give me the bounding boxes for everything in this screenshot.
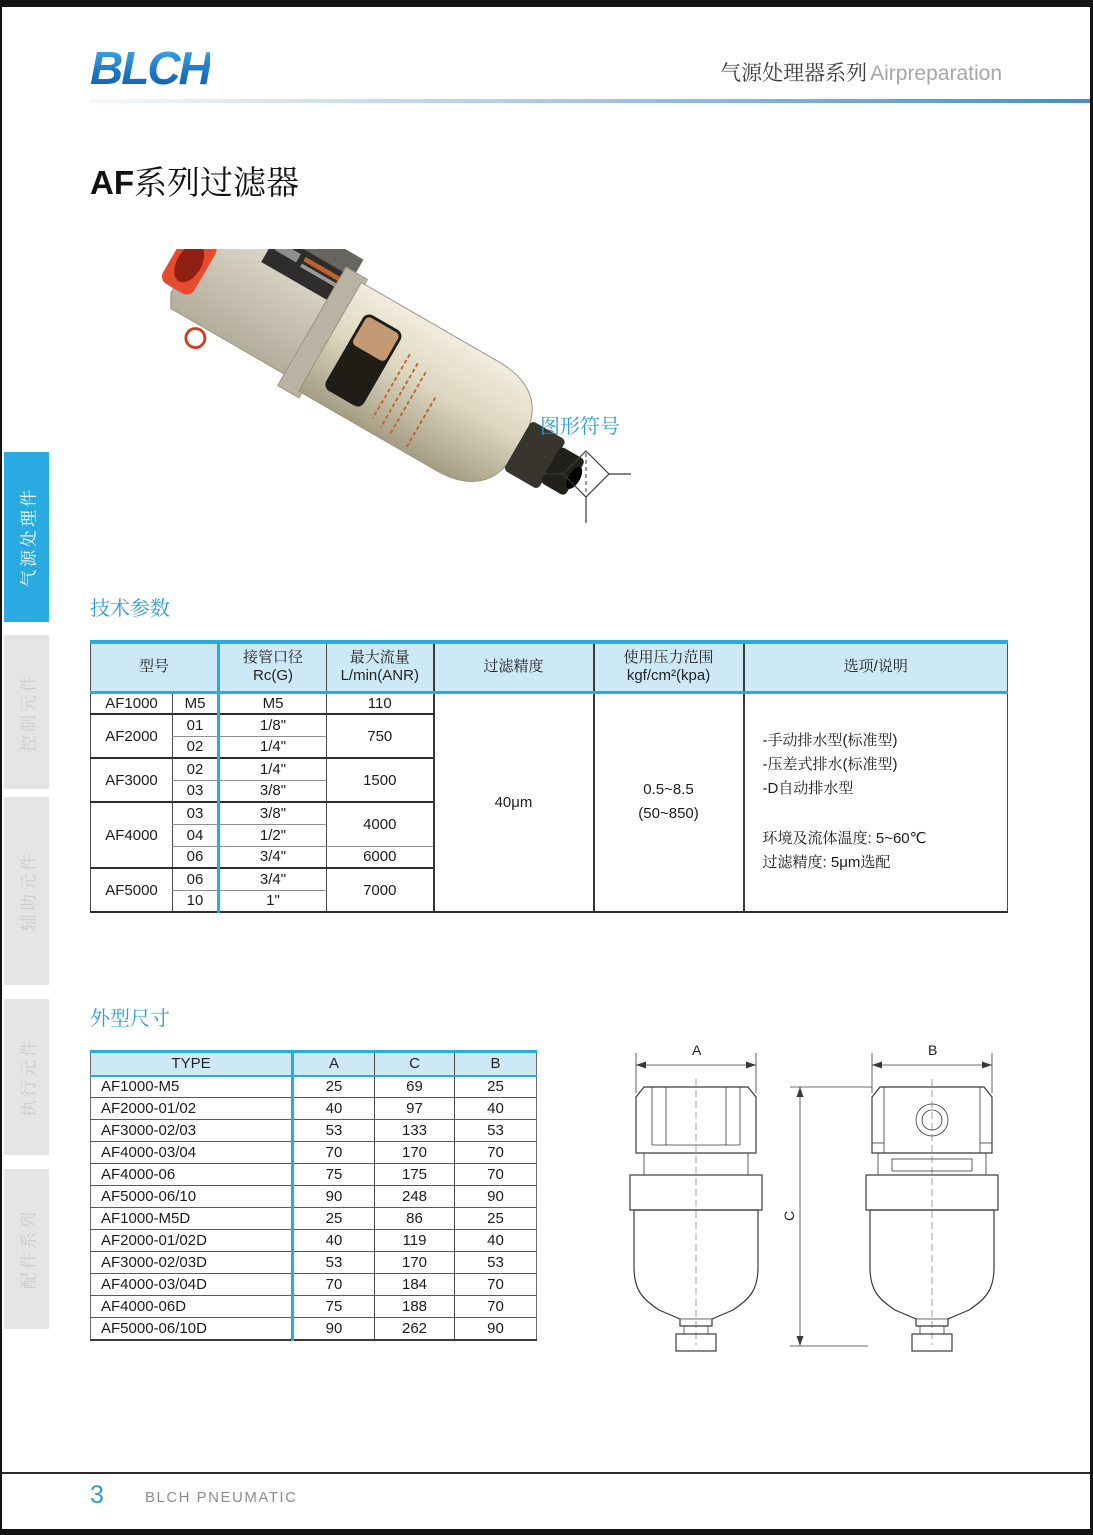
dim-value-cell: 188 (375, 1296, 455, 1318)
dim-value-cell: 86 (375, 1208, 455, 1230)
footer-divider (2, 1472, 1090, 1474)
table-row (91, 1098, 537, 1120)
col-header-type: TYPE (91, 1052, 293, 1076)
dim-type-cell: AF4000-06 (91, 1164, 293, 1186)
filtration-cell: 40μm (434, 692, 594, 912)
dim-value-cell: 90 (293, 1318, 375, 1340)
dim-value-cell: 40 (293, 1098, 375, 1120)
dim-type-cell: AF4000-06D (91, 1296, 293, 1318)
page-number: 3 (90, 1481, 104, 1509)
table-row (91, 1274, 537, 1296)
dim-value-cell: 97 (375, 1098, 455, 1120)
port-cell: 1/4" (219, 758, 327, 780)
code-cell: 03 (173, 802, 219, 824)
dim-type-cell: AF5000-06/10D (91, 1318, 293, 1340)
outline-drawing-side (770, 1035, 1005, 1355)
sidebar-tab-label: 配件系列 (19, 1209, 38, 1289)
col-header-pressure: 使用压力范围 kgf/cm²(kpa) (594, 642, 744, 692)
model-cell: AF4000 (91, 802, 173, 868)
pressure-cell: 0.5~8.5 (50~850) (594, 692, 744, 912)
dim-value-cell: 53 (293, 1252, 375, 1274)
sidebar-tab-accessories[interactable] (4, 1169, 49, 1329)
col-header-options: 选项/说明 (744, 642, 1008, 692)
flow-cell: 6000 (327, 846, 434, 868)
flow-cell: 1500 (327, 758, 434, 802)
header-divider (90, 99, 1090, 103)
dim-value-cell: 90 (293, 1186, 375, 1208)
dim-table-body (91, 1076, 537, 1340)
dim-type-cell: AF1000-M5 (91, 1076, 293, 1098)
code-cell: 02 (173, 758, 219, 780)
dim-value-cell: 40 (455, 1230, 537, 1252)
dim-value-cell: 248 (375, 1186, 455, 1208)
flow-cell: 4000 (327, 802, 434, 846)
dim-value-cell: 53 (293, 1120, 375, 1142)
dim-value-cell: 175 (375, 1164, 455, 1186)
col-header-model: 型号 (91, 642, 219, 692)
dim-value-cell: 75 (293, 1164, 375, 1186)
code-cell: M5 (173, 692, 219, 714)
code-cell: 03 (173, 780, 219, 802)
col-header-a: A (293, 1052, 375, 1076)
port-cell: 1/2" (219, 824, 327, 846)
dim-value-cell: 25 (293, 1076, 375, 1098)
dim-value-cell: 40 (293, 1230, 375, 1252)
dim-type-cell: AF4000-03/04D (91, 1274, 293, 1296)
dim-type-cell: AF3000-02/03D (91, 1252, 293, 1274)
dim-value-cell: 170 (375, 1252, 455, 1274)
port-cell: 1" (219, 890, 327, 912)
dim-value-cell: 70 (455, 1296, 537, 1318)
dim-value-cell: 70 (293, 1274, 375, 1296)
code-cell: 02 (173, 736, 219, 758)
sidebar-tab-label: 控制元件 (19, 672, 38, 752)
dim-type-cell: AF4000-03/04 (91, 1142, 293, 1164)
dim-type-cell: AF2000-01/02 (91, 1098, 293, 1120)
flow-cell: 110 (327, 692, 434, 714)
table-row (91, 692, 1008, 714)
sidebar-tab-label: 辅助元件 (19, 851, 38, 931)
model-cell: AF2000 (91, 714, 173, 758)
dim-value-cell: 25 (455, 1208, 537, 1230)
page-title-prefix: AF (90, 164, 134, 201)
port-cell: 3/8" (219, 780, 327, 802)
page-title-rest: 系列过滤器 (134, 164, 299, 201)
dim-label-a: A (692, 1042, 702, 1058)
dim-value-cell: 70 (455, 1142, 537, 1164)
brand-logo: BLCH (90, 42, 210, 94)
sidebar-tab-control[interactable] (4, 635, 49, 789)
table-row (91, 1208, 537, 1230)
table-header-row (91, 642, 1008, 692)
dim-label-b: B (928, 1042, 938, 1058)
dim-type-cell: AF1000-M5D (91, 1208, 293, 1230)
dim-value-cell: 25 (455, 1076, 537, 1098)
port-cell: 1/4" (219, 736, 327, 758)
dim-value-cell: 75 (293, 1296, 375, 1318)
series-title-en: Airpreparation (870, 62, 1002, 85)
dim-value-cell: 25 (293, 1208, 375, 1230)
port-cell: 3/8" (219, 802, 327, 824)
table-row (91, 1076, 537, 1098)
sidebar-tab-label: 执行元件 (19, 1037, 38, 1117)
table-row (91, 1296, 537, 1318)
dim-value-cell: 262 (375, 1318, 455, 1340)
dim-value-cell: 40 (455, 1098, 537, 1120)
flow-cell: 7000 (327, 868, 434, 912)
dim-type-cell: AF2000-01/02D (91, 1230, 293, 1252)
code-cell: 01 (173, 714, 219, 736)
dim-value-cell: 70 (455, 1274, 537, 1296)
sidebar-tab-label: 气源处理件 (19, 487, 38, 587)
dimension-table (90, 1050, 537, 1341)
filter-symbol-icon (538, 439, 648, 531)
dim-label-c: C (781, 1210, 797, 1221)
port-cell: 3/4" (219, 846, 327, 868)
code-cell: 10 (173, 890, 219, 912)
table-header-row (91, 1052, 537, 1076)
col-header-filtration: 过滤精度 (434, 642, 594, 692)
dim-value-cell: 53 (455, 1120, 537, 1142)
dim-type-cell: AF5000-06/10 (91, 1186, 293, 1208)
graphic-symbol-label: 图形符号 (540, 416, 620, 438)
sidebar-tab-actuator[interactable] (4, 999, 49, 1155)
table-row (91, 1252, 537, 1274)
table-row (91, 1120, 537, 1142)
footer-brand: BLCH PNEUMATIC (145, 1489, 298, 1506)
code-cell: 04 (173, 824, 219, 846)
dim-value-cell: 70 (293, 1142, 375, 1164)
table-row (91, 1186, 537, 1208)
col-header-flow: 最大流量 L/min(ANR) (327, 642, 434, 692)
dim-value-cell: 119 (375, 1230, 455, 1252)
col-header-port: 接管口径 Rc(G) (219, 642, 327, 692)
outline-drawing-front (614, 1035, 794, 1355)
dim-value-cell: 184 (375, 1274, 455, 1296)
tech-spec-table (90, 640, 1008, 913)
model-cell: AF3000 (91, 758, 173, 802)
table-row (91, 1164, 537, 1186)
dim-value-cell: 53 (455, 1252, 537, 1274)
code-cell: 06 (173, 868, 219, 890)
sidebar-tab-air-preparation[interactable] (4, 452, 49, 622)
table-row (91, 1318, 537, 1340)
model-cell: AF1000 (91, 692, 173, 714)
code-cell: 06 (173, 846, 219, 868)
dim-value-cell: 90 (455, 1186, 537, 1208)
dim-value-cell: 133 (375, 1120, 455, 1142)
dims-section-heading: 外型尺寸 (90, 1008, 170, 1030)
dim-value-cell: 70 (455, 1164, 537, 1186)
tech-section-heading: 技术参数 (90, 598, 170, 620)
header-series (720, 57, 1002, 87)
dim-value-cell: 69 (375, 1076, 455, 1098)
sidebar-tab-auxiliary[interactable] (4, 797, 49, 985)
flow-cell: 750 (327, 714, 434, 758)
port-cell: M5 (219, 692, 327, 714)
table-row (91, 1230, 537, 1252)
options-cell: -手动排水型(标准型) -压差式排水(标准型) -D自动排水型 环境及流体温度: 5~60℃ 过滤精度: 5μm选配 (744, 692, 1008, 912)
port-cell: 1/8" (219, 714, 327, 736)
table-row (91, 1142, 537, 1164)
col-header-c: C (375, 1052, 455, 1076)
col-header-b: B (455, 1052, 537, 1076)
dim-type-cell: AF3000-02/03 (91, 1120, 293, 1142)
dim-value-cell: 90 (455, 1318, 537, 1340)
dim-value-cell: 170 (375, 1142, 455, 1164)
page-title (90, 157, 299, 204)
port-cell: 3/4" (219, 868, 327, 890)
model-cell: AF5000 (91, 868, 173, 912)
series-title-zh: 气源处理器系列 (720, 62, 868, 85)
